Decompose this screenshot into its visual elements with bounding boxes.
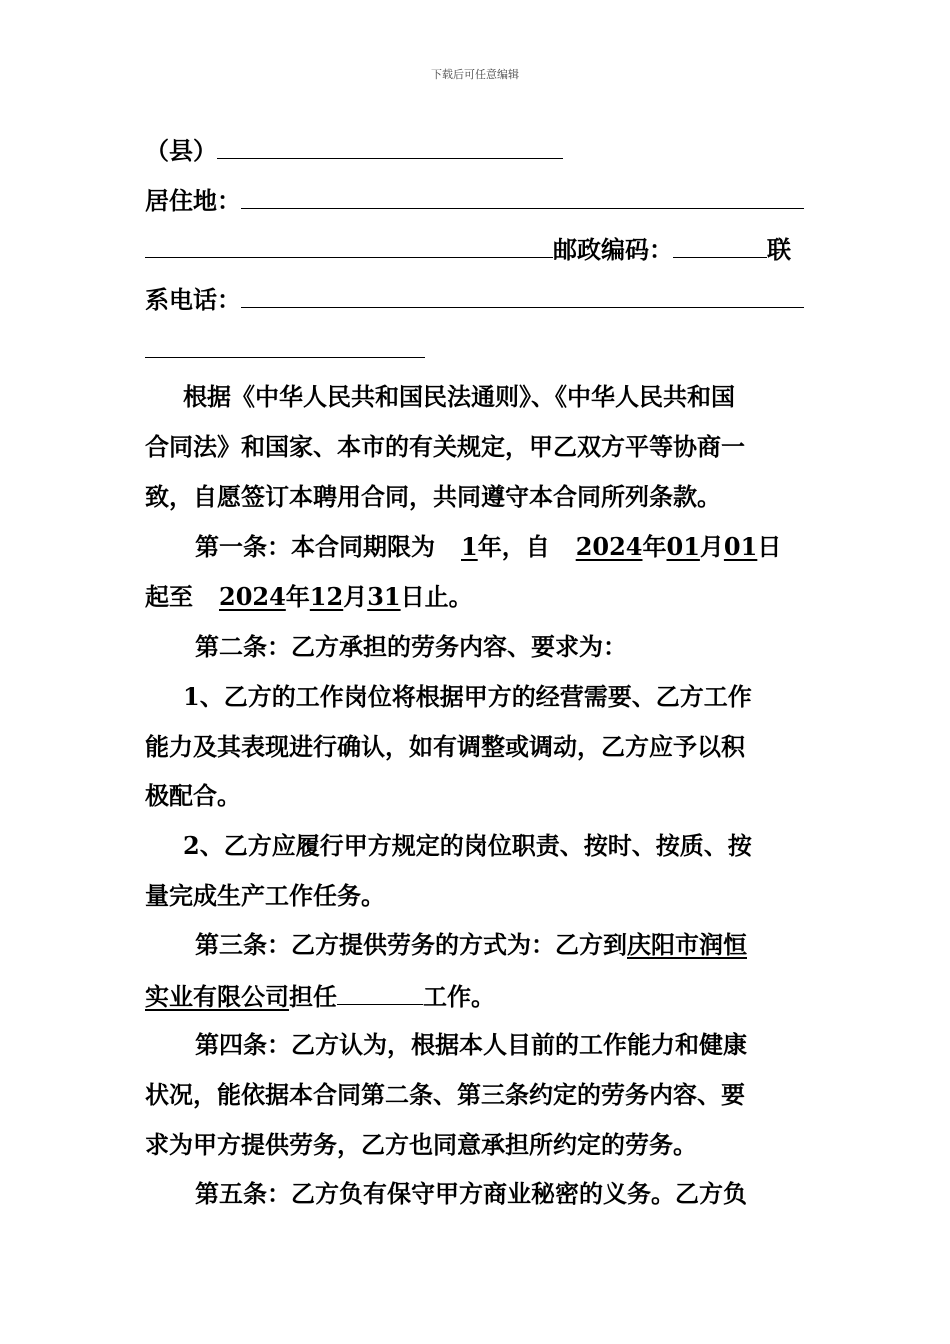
phone-blank-2[interactable] — [145, 333, 425, 358]
county-line — [145, 134, 563, 166]
article-1-line-2 — [145, 582, 473, 612]
year-word: 年，自 — [477, 532, 550, 561]
article-2-item-1-line-2: 能力及其表现进行确认，如有调整或调动，乙方应予以积 — [145, 732, 745, 761]
month-char: 月 — [699, 532, 724, 561]
intro-line-1: 根据《中华人民共和国民法通则》、《中华人民共和国 — [183, 382, 735, 411]
contact-label-part2: 系电话： — [145, 285, 241, 314]
company-name-part2: 实业有限公司 — [145, 982, 289, 1011]
postal-blank[interactable] — [673, 233, 767, 258]
phone-line-2 — [145, 333, 425, 365]
article-2-item-2-line-1: 2、乙方应履行甲方规定的岗位职责、按时、按质、按 — [183, 831, 752, 860]
article-5-line-1: 第五条：乙方负有保守甲方商业秘密的义务。乙方负 — [195, 1179, 747, 1208]
residence-blank-2[interactable] — [145, 233, 553, 258]
article-3-mid: 担任 — [289, 982, 337, 1011]
page-header: 下载后可任意编辑 — [431, 68, 519, 81]
article-3-suffix: 工作。 — [423, 982, 495, 1011]
article-1-prefix: 第一条：本合同期限为 — [195, 532, 435, 561]
end-month: 12 — [309, 582, 344, 611]
article-2-title: 第二条：乙方承担的劳务内容、要求为： — [195, 632, 627, 661]
end-day: 31 — [367, 582, 401, 611]
intro-line-3: 致，自愿签订本聘用合同，共同遵守本合同所列条款。 — [145, 482, 721, 511]
intro-line-2: 合同法》和国家、本市的有关规定，甲乙双方平等协商一 — [145, 432, 745, 461]
day-char: 日 — [757, 532, 782, 561]
article-4-line-2: 状况，能依据本合同第二条、第三条约定的劳务内容、要 — [145, 1080, 745, 1109]
postal-label: 邮政编码： — [553, 235, 673, 264]
article-2-item-2-line-2: 量完成生产工作任务。 — [145, 881, 385, 910]
article-3-line-2 — [145, 980, 495, 1012]
start-year: 2024 — [575, 532, 643, 561]
month-char: 月 — [343, 582, 368, 611]
article-1-line-1 — [195, 532, 781, 562]
year-char: 年 — [642, 532, 667, 561]
article-4-line-3: 求为甲方提供劳务，乙方也同意承担所约定的劳务。 — [145, 1130, 697, 1159]
postal-line — [145, 233, 791, 265]
residence-line — [145, 184, 804, 216]
article-2-item-1-line-1: 1、乙方的工作岗位将根据甲方的经营需要、乙方工作 — [183, 682, 752, 711]
article-3-line-1 — [195, 930, 747, 960]
article-4-line-1: 第四条：乙方认为，根据本人目前的工作能力和健康 — [195, 1030, 747, 1059]
start-month: 01 — [666, 532, 700, 561]
phone-blank[interactable] — [241, 283, 804, 308]
residence-blank[interactable] — [241, 184, 804, 209]
until-label: 起至 — [145, 582, 193, 611]
company-name-part1: 庆阳市润恒 — [627, 930, 747, 959]
article-2-item-1-line-3: 极配合。 — [145, 781, 241, 810]
year-char: 年 — [285, 582, 310, 611]
contact-label-part1: 联 — [767, 235, 791, 264]
residence-label: 居住地： — [145, 186, 241, 215]
phone-line — [145, 283, 804, 315]
county-blank[interactable] — [217, 134, 563, 159]
end-year: 2024 — [219, 582, 286, 611]
position-blank[interactable] — [337, 980, 423, 1005]
contract-years: 1 — [461, 532, 478, 561]
end-suffix: 日止。 — [400, 582, 473, 611]
start-day: 01 — [723, 532, 758, 561]
county-label: （县） — [145, 136, 217, 165]
article-3-prefix: 第三条：乙方提供劳务的方式为：乙方到 — [195, 930, 627, 959]
